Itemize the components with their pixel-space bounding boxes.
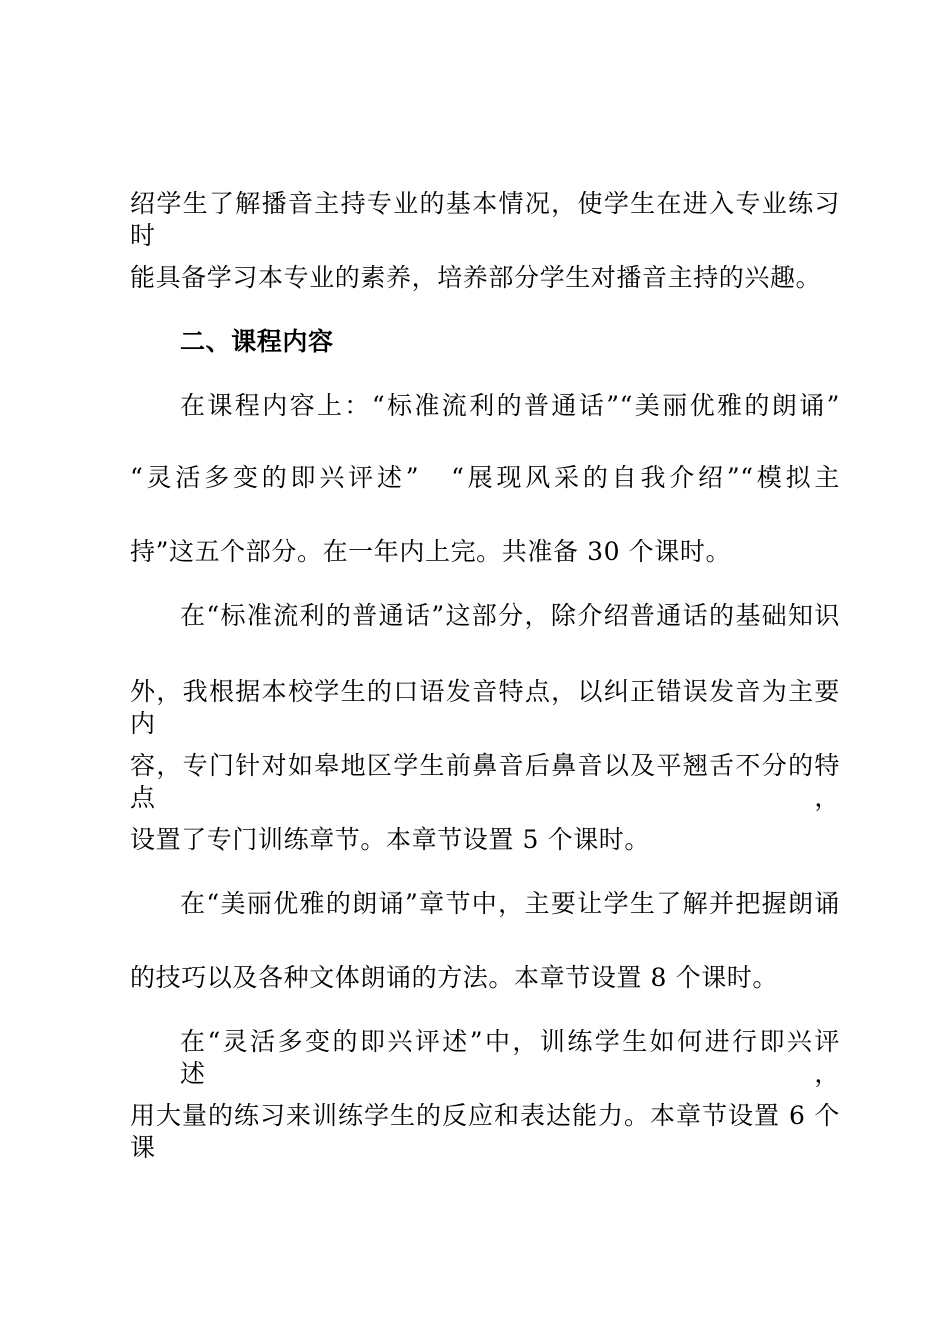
paragraph-line: 的技巧以及各种文体朗诵的方法。本章节设置 8 个课时。: [130, 963, 779, 992]
paragraph-line: 在课程内容上：“标准流利的普通话”“美丽优雅的朗诵”: [180, 391, 840, 420]
paragraph-line: 绍学生了解播音主持专业的基本情况，使学生在进入专业练习时: [130, 189, 840, 250]
paragraph-line: 在“标准流利的普通话”这部分，除介绍普通话的基础知识: [180, 601, 840, 630]
section-heading: 二、课程内容: [180, 327, 334, 356]
paragraph-line: “灵活多变的即兴评述” “展现风采的自我介绍”“模拟主: [130, 463, 840, 492]
paragraph-line: 在“美丽优雅的朗诵”章节中，主要让学生了解并把握朗诵: [180, 889, 840, 918]
paragraph-line: 能具备学习本专业的素养，培养部分学生对播音主持的兴趣。: [130, 263, 822, 292]
paragraph-line: 持”这五个部分。在一年内上完。共准备 30 个课时。: [130, 537, 732, 566]
paragraph-line: 容，专门针对如皋地区学生前鼻音后鼻音以及平翘舌不分的特点，: [130, 751, 840, 812]
paragraph-line: 在“灵活多变的即兴评述”中，训练学生如何进行即兴评述，: [180, 1027, 840, 1088]
paragraph-line: 用大量的练习来训练学生的反应和表达能力。本章节设置 6 个课: [130, 1101, 840, 1162]
paragraph-line: 设置了专门训练章节。本章节设置 5 个课时。: [130, 825, 651, 854]
paragraph-line: 外，我根据本校学生的口语发音特点，以纠正错误发音为主要内: [130, 677, 840, 738]
